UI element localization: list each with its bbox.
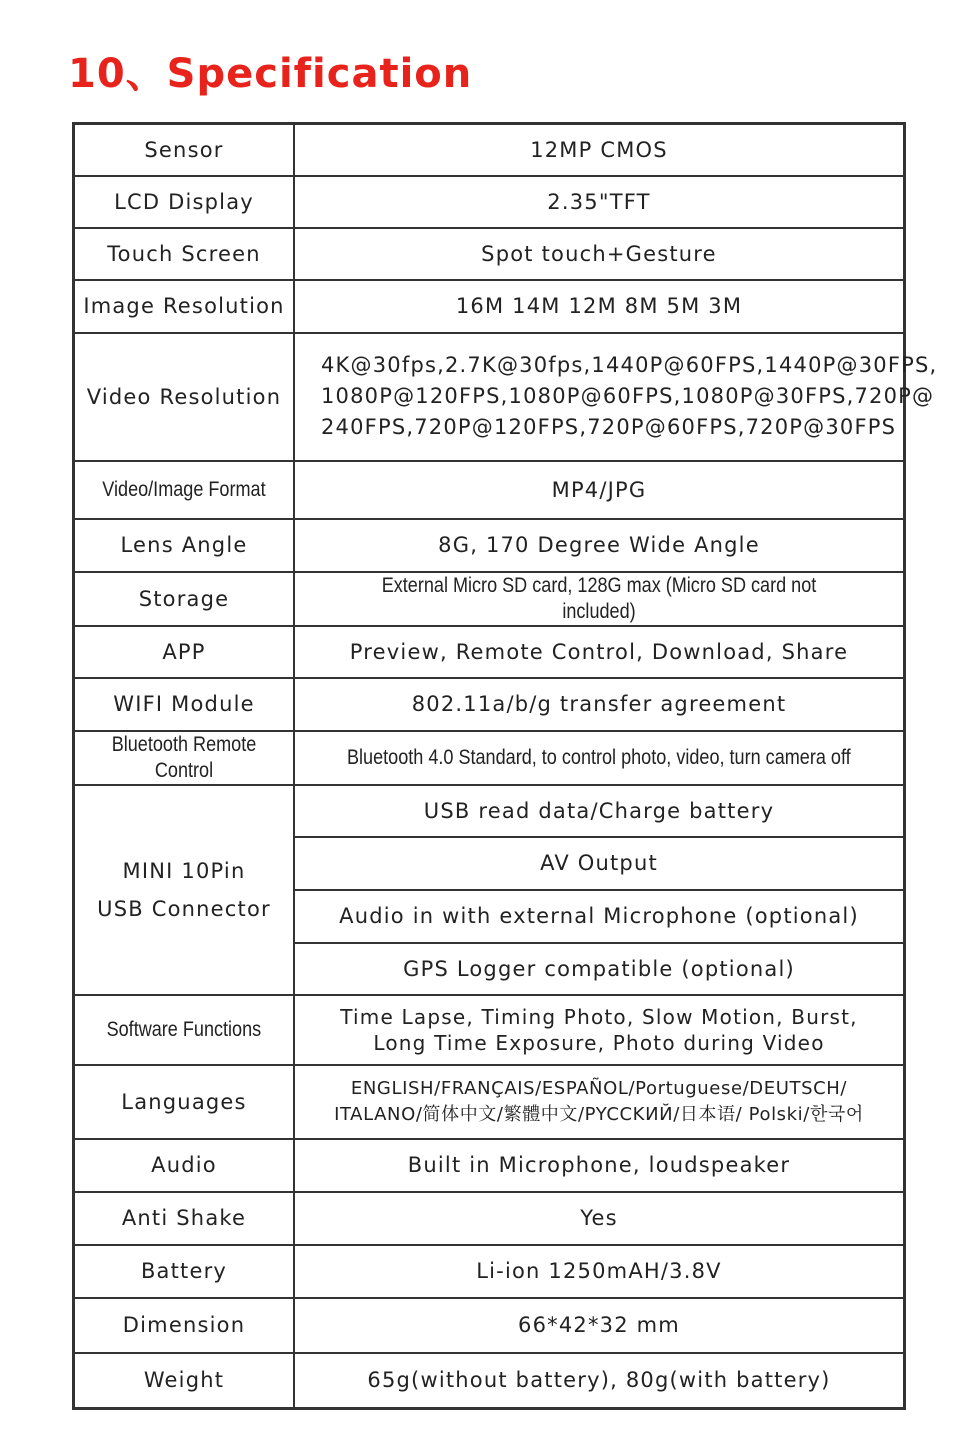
page-title: 10、Specification: [68, 51, 473, 97]
spec-label: Video Resolution: [74, 333, 295, 461]
spec-value-line: 240FPS,720P@120FPS,720P@60FPS,720P@30FPS: [321, 415, 897, 439]
table-row: [74, 1139, 905, 1192]
spec-value: USB read data/Charge battery: [294, 785, 905, 837]
spec-value-text: Bluetooth 4.0 Standard, to control photo, video, turn camera off: [347, 746, 851, 769]
spec-value: [294, 572, 905, 626]
table-row: [74, 228, 905, 280]
spec-value: [294, 731, 905, 785]
spec-value: [294, 995, 905, 1065]
spec-label: Touch Screen: [74, 228, 295, 280]
table-row: [74, 333, 905, 461]
spec-label-line: MINI 10Pin: [122, 858, 246, 883]
spec-label-text: Bluetooth Remote Control: [111, 732, 257, 782]
spec-label: [74, 995, 295, 1065]
table-row: [74, 1192, 905, 1245]
spec-label: Languages: [74, 1065, 295, 1139]
spec-label: [74, 731, 295, 785]
spec-label: Battery: [74, 1245, 295, 1298]
table-row: [74, 572, 905, 626]
spec-label: Weight: [74, 1353, 295, 1409]
table-row: [74, 176, 905, 228]
spec-value-line: ITALANO/简体中文/繁體中文/PYCCKИЙ/日本语/ Polski/한국어: [334, 1103, 864, 1125]
spec-value: Spot touch+Gesture: [294, 228, 905, 280]
table-row: [74, 626, 905, 678]
spec-value: 8G, 170 Degree Wide Angle: [294, 519, 905, 572]
spec-value-line: Time Lapse, Timing Photo, Slow Motion, Burst,: [340, 1004, 858, 1029]
spec-label: Sensor: [74, 124, 295, 176]
spec-label-text: Software Functions: [106, 1018, 262, 1041]
table-row: [74, 785, 905, 837]
spec-value: [294, 1065, 905, 1139]
spec-label: Image Resolution: [74, 280, 295, 333]
table-row: [74, 995, 905, 1065]
spec-value-line: 1080P@120FPS,1080P@60FPS,1080P@30FPS,720P@: [321, 384, 935, 408]
spec-label: APP: [74, 626, 295, 678]
spec-value-line: 4K@30fps,2.7K@30fps,1440P@60FPS,1440P@30FPS,: [321, 353, 938, 377]
spec-value-line: ENGLISH/FRANÇAIS/ESPAÑOL/Portuguese/DEUTSCH/: [350, 1077, 848, 1099]
table-row: [74, 124, 905, 176]
table-row: [74, 1065, 905, 1139]
spec-value-line: Long Time Exposure, Photo during Video: [373, 1030, 825, 1055]
spec-label-text: Video/Image Format: [102, 478, 266, 501]
spec-label: LCD Display: [74, 176, 295, 228]
spec-label: Lens Angle: [74, 519, 295, 572]
spec-label: Dimension: [74, 1298, 295, 1353]
spec-value: Preview, Remote Control, Download, Share: [294, 626, 905, 678]
spec-value: 2.35"TFT: [294, 176, 905, 228]
table-row: [74, 519, 905, 572]
spec-label: Storage: [74, 572, 295, 626]
spec-value: 12MP CMOS: [294, 124, 905, 176]
spec-label: Anti Shake: [74, 1192, 295, 1245]
table-row: [74, 1245, 905, 1298]
spec-value: Li-ion 1250mAH/3.8V: [294, 1245, 905, 1298]
spec-label: [74, 785, 295, 995]
spec-value: 16M 14M 12M 8M 5M 3M: [294, 280, 905, 333]
table-row: [74, 280, 905, 333]
spec-label: Audio: [74, 1139, 295, 1192]
spec-label-line: USB Connector: [97, 896, 271, 921]
table-row: [74, 731, 905, 785]
spec-label: [74, 461, 295, 519]
spec-value: Yes: [294, 1192, 905, 1245]
table-row: [74, 1298, 905, 1353]
spec-value: [294, 333, 938, 461]
spec-value: MP4/JPG: [294, 461, 905, 519]
spec-value-text: External Micro SD card, 128G max (Micro SD card not included): [381, 573, 817, 623]
spec-value: GPS Logger compatible (optional): [294, 943, 905, 995]
specification-table: [72, 122, 938, 1410]
table-row: [74, 678, 905, 731]
spec-value: 65g(without battery), 80g(with battery): [294, 1353, 905, 1409]
table-row: [74, 1353, 905, 1409]
spec-value: 802.11a/b/g transfer agreement: [294, 678, 905, 731]
table-row: [74, 461, 905, 519]
spec-label: WIFI Module: [74, 678, 295, 731]
spec-value: 66*42*32 mm: [294, 1298, 905, 1353]
spec-value: Built in Microphone, loudspeaker: [294, 1139, 905, 1192]
spec-value: Audio in with external Microphone (optional): [294, 890, 905, 943]
spec-value: AV Output: [294, 837, 905, 890]
